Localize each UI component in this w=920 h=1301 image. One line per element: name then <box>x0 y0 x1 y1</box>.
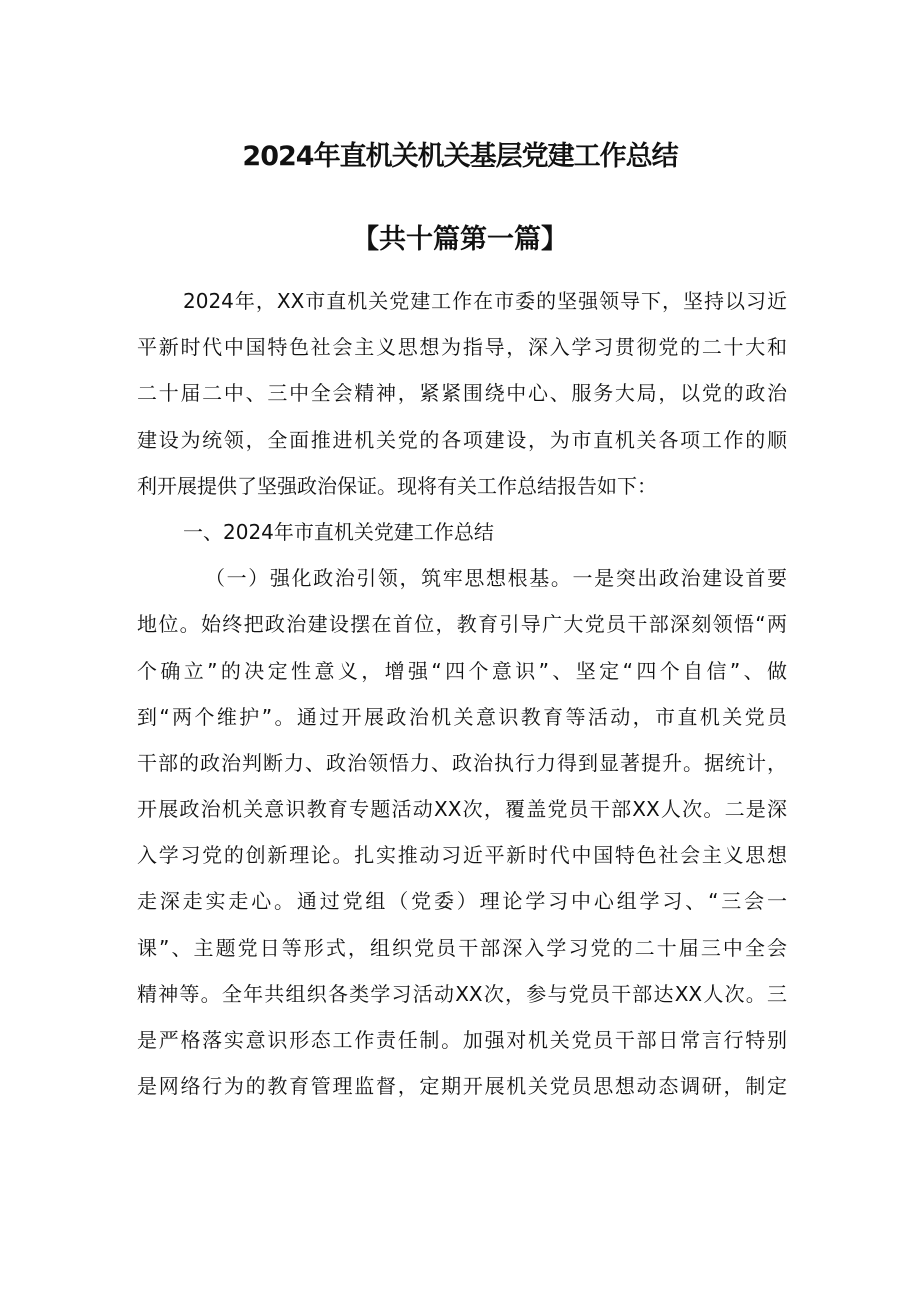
document-title: 2024年直机关机关基层党建工作总结 <box>242 141 678 172</box>
document-body <box>137 278 787 1109</box>
paragraph-line: 走深走实走心。通过党组（党委）理论学习中心组学习、“三会一 <box>137 889 787 914</box>
paragraph-line: 地位。始终把政治建设摆在首位，教育引导广大党员干部深刻领悟“两 <box>137 612 787 637</box>
paragraph-line: 2024年，XX市直机关党建工作在市委的坚强领导下，坚持以习近 <box>183 289 787 313</box>
paragraph-line: 到“两个维护”。通过开展政治机关意识教育等活动，市直机关党员 <box>137 704 787 729</box>
paragraph-line: 干部的政治判断力、政治领悟力、政治执行力得到显著提升。据统计， <box>137 750 787 775</box>
paragraph-line: 是严格落实意识形态工作责任制。加强对机关党员干部日常言行特别 <box>137 1028 787 1052</box>
paragraph-line: 平新时代中国特色社会主义思想为指导，深入学习贯彻党的二十大和 <box>137 335 787 360</box>
paragraph-line: （一）强化政治引领，筑牢思想根基。一是突出政治建设首要 <box>205 566 787 591</box>
paragraph-line: 建设为统领，全面推进机关党的各项建设，为市直机关各项工作的顺 <box>137 427 787 452</box>
paragraph-line: 利开展提供了坚强政治保证。现将有关工作总结报告如下： <box>137 473 657 498</box>
paragraph-line: 精神等。全年共组织各类学习活动XX次，参与党员干部达XX人次。三 <box>137 981 787 1006</box>
paragraph-line: 个确立”的决定性意义，增强“四个意识”、坚定“四个自信”、做 <box>137 658 787 683</box>
paragraph-line: 二十届二中、三中全会精神，紧紧围绕中心、服务大局，以党的政治 <box>137 381 787 406</box>
paragraph-line: 是网络行为的教育管理监督，定期开展机关党员思想动态调研，制定 <box>137 1074 787 1099</box>
document-subtitle: 【共十篇第一篇】 <box>352 224 568 255</box>
section-heading: 一、2024年市直机关党建工作总结 <box>183 519 494 544</box>
paragraph-line: 入学习党的创新理论。扎实推动习近平新时代中国特色社会主义思想 <box>137 843 787 868</box>
paragraph-line: 课”、主题党日等形式，组织党员干部深入学习党的二十届三中全会 <box>137 935 787 960</box>
paragraph-line: 开展政治机关意识教育专题活动XX次，覆盖党员干部XX人次。二是深 <box>137 797 787 822</box>
